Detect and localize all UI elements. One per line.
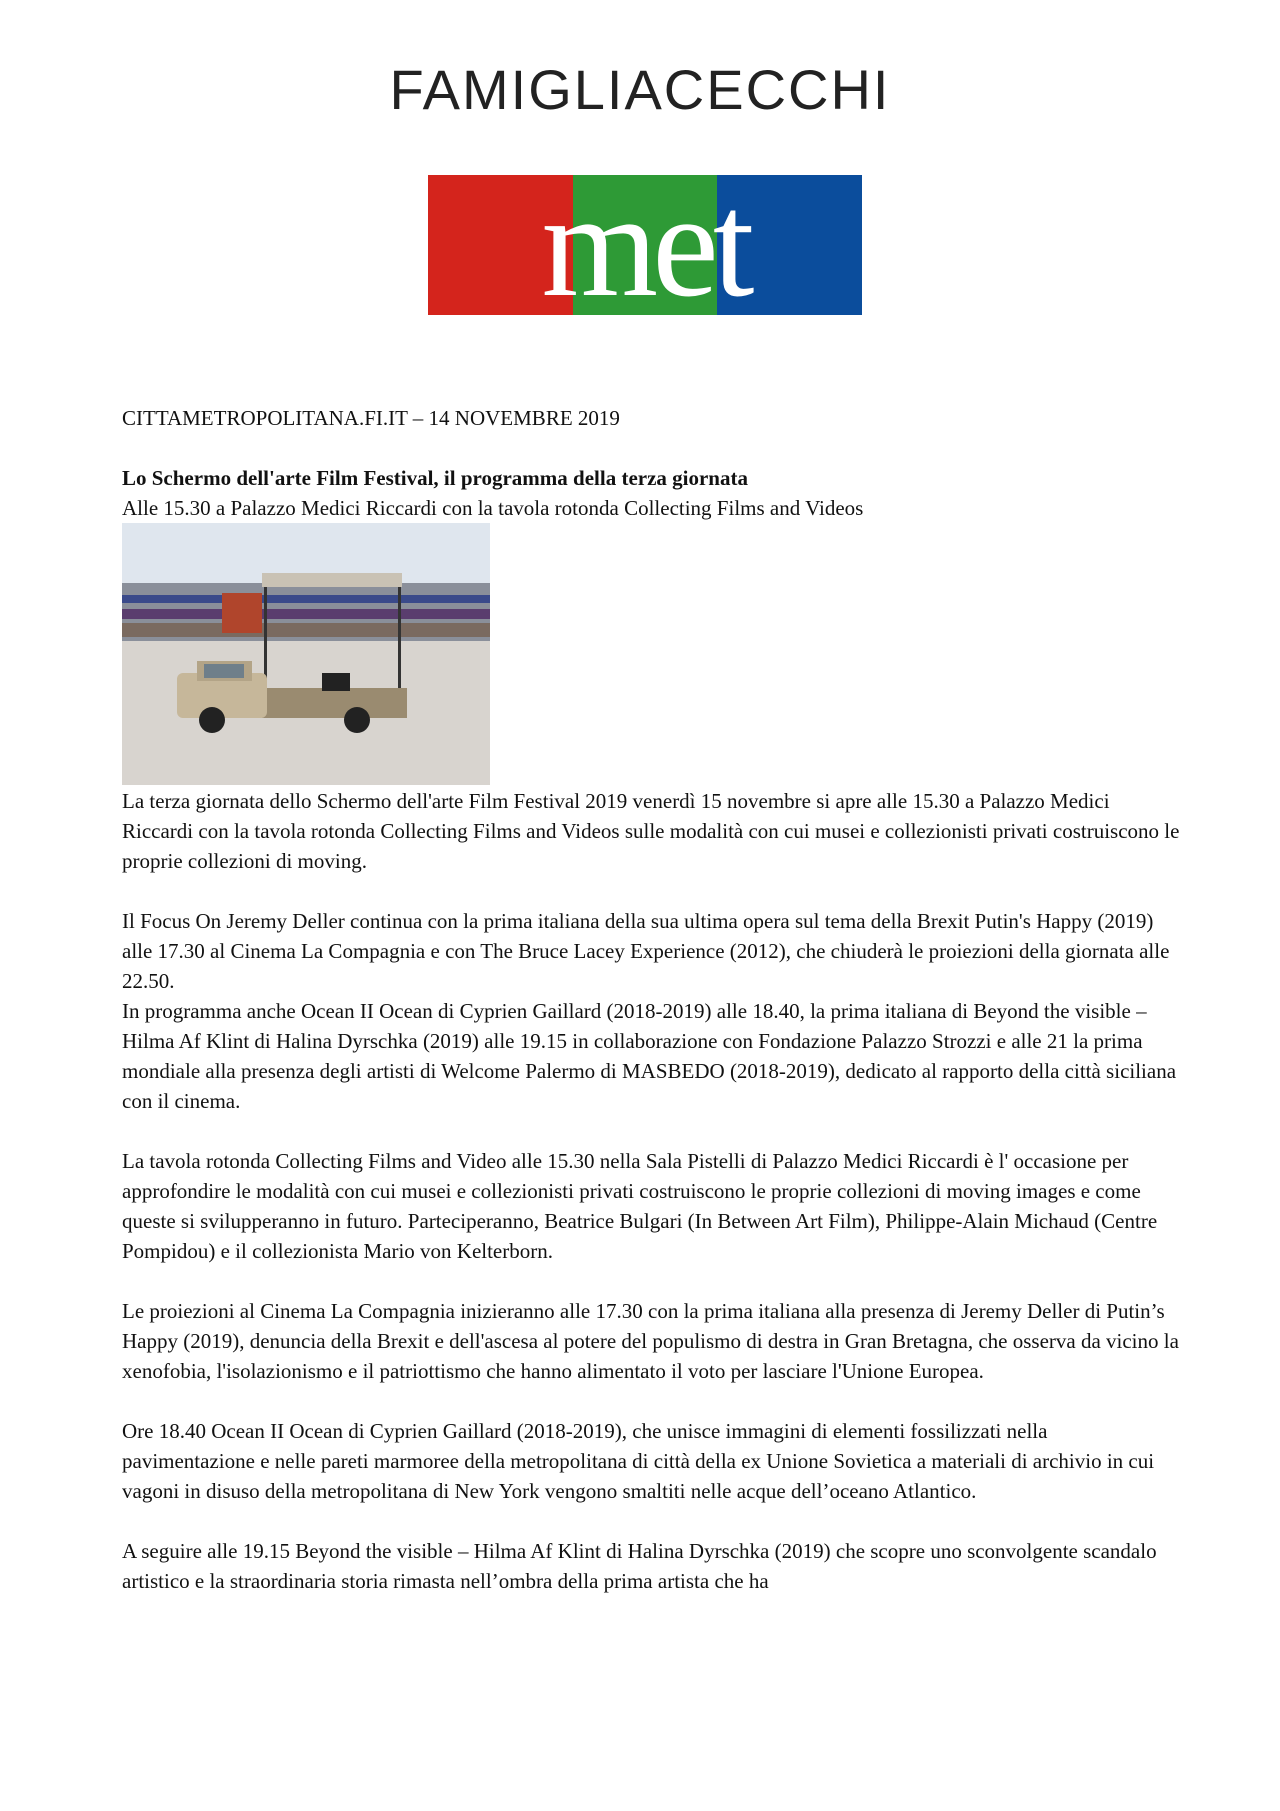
paragraph: La tavola rotonda Collecting Films and Video alle 15.30 nella Sala Pistelli di Palazzo Medici Riccardi è l' occasione per approfondire le modalità con cui musei e collezionisti privati costruiscono le proprie collezioni di moving images e come queste si svilupperanno in futuro. Parteciperanno, Beatrice Bulgari (In Between Art Film), Philippe-Alain Michaud (Centre Pompidou) e il collezionista Mario von Kelterborn. xyxy=(122,1149,1158,1263)
paragraph: Il Focus On Jeremy Deller continua con la prima italiana della sua ultima opera sul tema della Brexit Putin's Happy (2019) alle 17.30 al Cinema La Compagnia e con The Bruce Lacey Experience (2012), che chiuderà le proiezioni della giornata alle 22.50. xyxy=(122,909,1170,993)
paragraph: A seguire alle 19.15 Beyond the visible – Hilma Af Klint di Halina Dyrschka (2019) che scopre uno sconvolgente scandalo artistico e la straordinaria storia rimasta nell’ombra della prima artista che ha xyxy=(122,1539,1157,1593)
article-photo xyxy=(122,523,490,785)
met-logo xyxy=(428,162,862,328)
article-body xyxy=(122,786,1182,1626)
brand-wordmark: FAMIGLIACECCHI xyxy=(389,58,891,121)
truck-photo-illustration xyxy=(122,523,490,785)
paragraph: Le proiezioni al Cinema La Compagnia inizieranno alle 17.30 con la prima italiana alla presenza di Jeremy Deller di Putin’s Happy (2019), denuncia della Brexit e dell'ascesa al potere del populismo di destra in Gran Bretagna, che osserva da vicino la xenofobia, l'isolazionismo e il patriottismo che hanno alimentato il voto per lasciare l'Unione Europea. xyxy=(122,1299,1179,1383)
logo-text: met xyxy=(541,162,749,328)
paragraph: In programma anche Ocean II Ocean di Cyprien Gaillard (2018-2019) alle 18.40, la prima italiana di Beyond the visible – Hilma Af Klint di Halina Dyrschka (2019) alle 19.15 in collaborazione con Fondazione Palazzo Strozzi e alle 21 la prima mondiale alla presenza degli artisti di Welcome Palermo di MASBEDO (2018-2019), dedicato al rapporto della città siciliana con il cinema. xyxy=(122,999,1177,1113)
article-subtitle: Alle 15.30 a Palazzo Medici Riccardi con la tavola rotonda Collecting Films and Videos xyxy=(122,496,864,520)
source-line: CITTAMETROPOLITANA.FI.IT – 14 NOVEMBRE 2019 xyxy=(122,406,620,430)
paragraph: La terza giornata dello Schermo dell'arte Film Festival 2019 venerdì 15 novembre si apre alle 15.30 a Palazzo Medici Riccardi con la tavola rotonda Collecting Films and Videos sulle modalità con cui musei e collezionisti privati costruiscono le proprie collezioni di moving. xyxy=(122,789,1180,873)
article-title: Lo Schermo dell'arte Film Festival, il programma della terza giornata xyxy=(122,466,748,490)
paragraph: Ore 18.40 Ocean II Ocean di Cyprien Gaillard (2018-2019), che unisce immagini di elementi fossilizzati nella pavimentazione e nelle pareti marmoree della metropolitana di città della ex Unione Sovietica a materiali di archivio in cui vagoni in disuso della metropolitana di New York vengono smaltiti nelle acque dell’oceano Atlantico. xyxy=(122,1419,1155,1503)
